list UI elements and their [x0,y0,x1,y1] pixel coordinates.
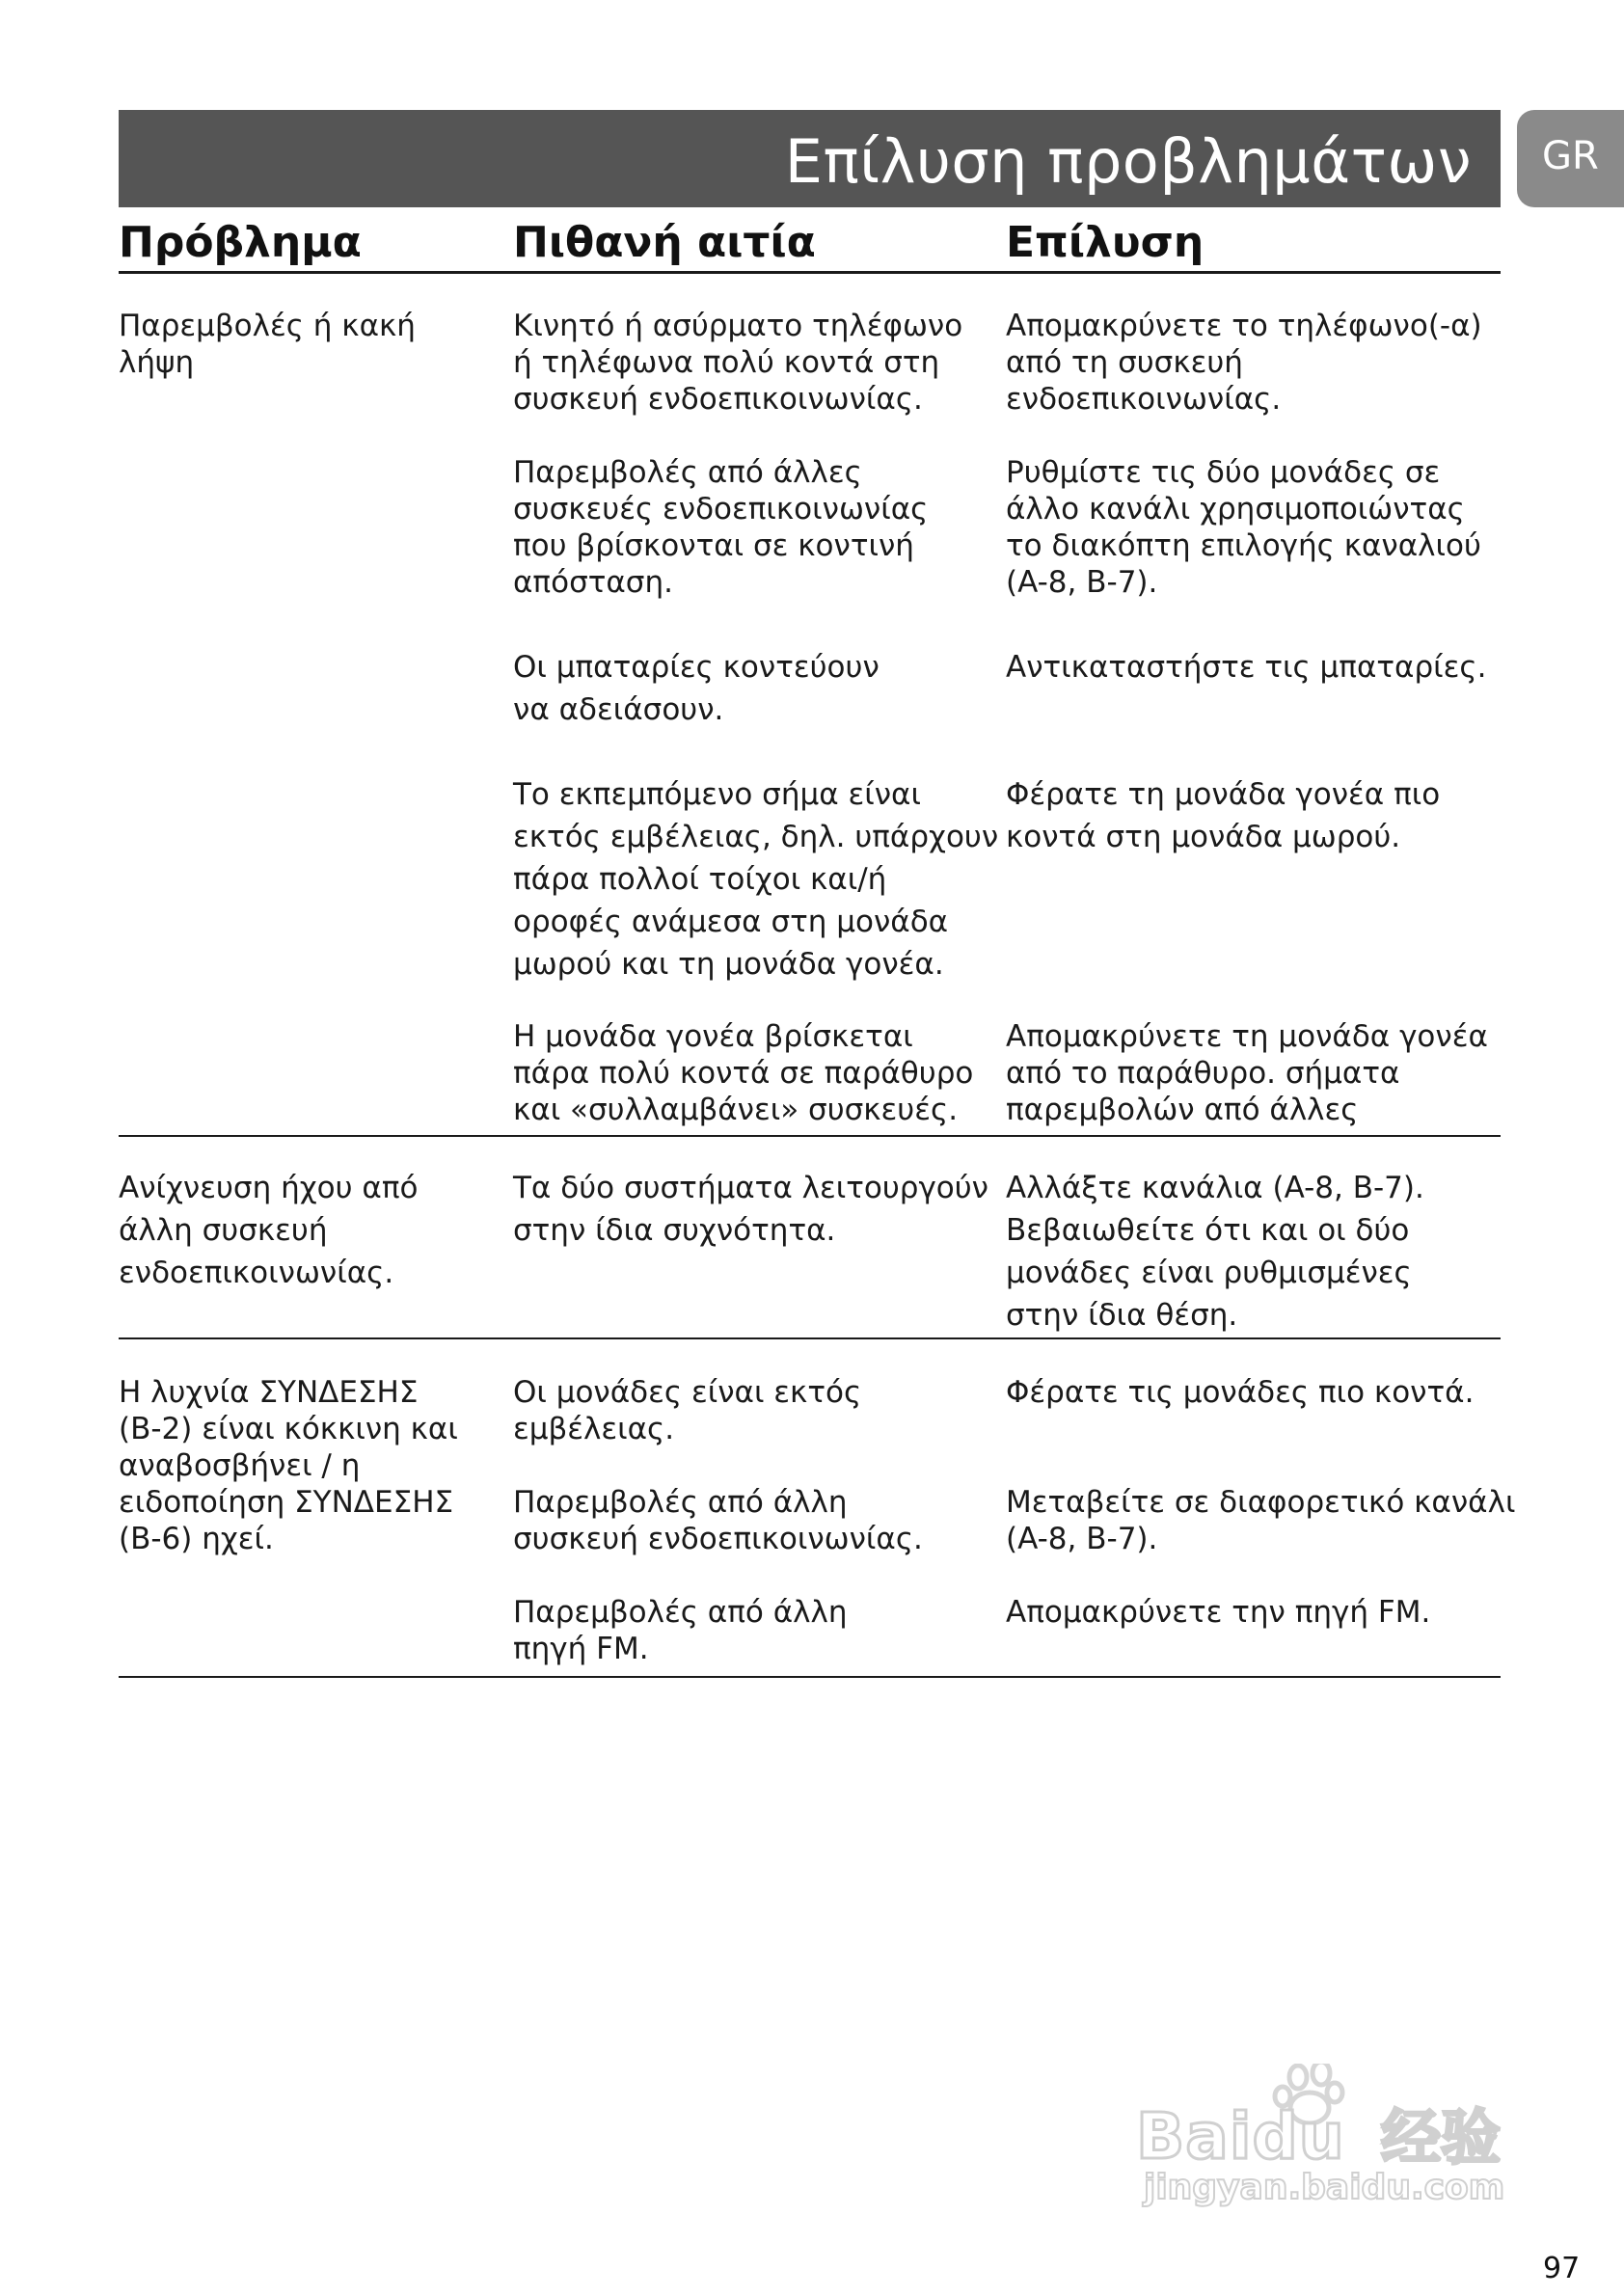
language-code: GR [1542,134,1599,178]
row-3-cause-2: Παρεμβολές από άλλη συσκευή ενδοεπικοινωνίας. [513,1485,923,1556]
language-tab [1517,110,1624,207]
row-2-problem: Ανίχνευση ήχου από άλλη συσκευή ενδοεπικοινωνίας. [119,1171,419,1290]
column-heading-solution: Επίλυση [1006,218,1204,267]
row-1-cause-4: Το εκπεμπόμενο σήμα είναι εκτός εμβέλειας, δηλ. υπάρχουν πάρα πολλοί τοίχοι και/ή οροφές ανάμεσα στη μονάδα μωρού και τη μονάδα γονέα. [513,777,999,982]
row-divider [119,1337,1501,1339]
row-3-solution-2: Μεταβείτε σε διαφορετικό κανάλι (A-8, B-7). [1006,1485,1516,1556]
row-1-solution-4: Φέρατε τη μονάδα γονέα πιο κοντά στη μονάδα μωρού. [1006,777,1441,854]
row-1-cause-3: Οι μπαταρίες κοντεύουν να αδειάσουν. [513,650,880,727]
row-1-problem: Παρεμβολές ή κακή λήψη [119,309,416,380]
row-1-solution-3: Αντικαταστήστε τις μπαταρίες. [1006,650,1487,685]
row-3-problem: Η λυχνία ΣΥΝΔΕΣΗΣ (B-2) είναι κόκκινη και αναβοσβήνει / η ειδοποίηση ΣΥΝΔΕΣΗΣ (B-6) ηχεί. [119,1375,458,1556]
page-number: 97 [1543,2252,1581,2285]
row-1-cause-5: Η μονάδα γονέα βρίσκεται πάρα πολύ κοντά σε παράθυρο και «συλλαμβάνει» συσκευές. [513,1019,974,1127]
row-1-solution-1: Απομακρύνετε το τηλέφωνο(-α) από τη συσκευή ενδοεπικοινωνίας. [1006,309,1482,417]
row-2-solution-1: Αλλάξτε κανάλια (A-8, B-7). Βεβαιωθείτε ότι και οι δύο μονάδες είναι ρυθμισμένες στην ίδια θέση. [1006,1171,1424,1333]
row-2-cause-1: Τα δύο συστήματα λειτουργούν στην ίδια συχνότητα. [513,1171,989,1248]
section-header-bar [119,110,1501,207]
row-1-solution-5: Απομακρύνετε τη μονάδα γονέα από το παράθυρο. σήματα παρεμβολών από άλλες [1006,1019,1488,1127]
heading-rule [119,271,1501,274]
row-1-cause-1: Κινητό ή ασύρματο τηλέφωνο ή τηλέφωνα πολύ κοντά στη συσκευή ενδοεπικοινωνίας. [513,309,963,417]
baidu-jingyan-watermark [1128,2064,1533,2208]
row-3-cause-3: Παρεμβολές από άλλη πηγή FM. [513,1595,848,1666]
row-3-solution-1: Φέρατε τις μονάδες πιο κοντά. [1006,1375,1475,1410]
watermark-brand: Baidu [1136,2099,1345,2174]
watermark-cn: 经验 [1381,2102,1502,2173]
watermark-url: jingyan.baidu.com [1144,2168,1505,2207]
row-1-solution-2: Ρυθμίστε τις δύο μονάδες σε άλλο κανάλι χρησιμοποιώντας το διακόπτη επιλογής καναλιού (A-8, B-7). [1006,455,1481,600]
column-heading-cause: Πιθανή αιτία [513,218,816,267]
table-bottom-rule [119,1676,1501,1678]
row-3-cause-1: Οι μονάδες είναι εκτός εμβέλειας. [513,1375,862,1446]
column-heading-problem: Πρόβλημα [119,218,362,267]
row-divider [119,1135,1501,1137]
row-1-cause-2: Παρεμβολές από άλλες συσκευές ενδοεπικοινωνίας που βρίσκονται σε κοντινή απόσταση. [513,455,929,600]
row-3-solution-3: Απομακρύνετε την πηγή FM. [1006,1595,1431,1630]
page-title: Επίλυση προβλημάτων [784,126,1472,197]
